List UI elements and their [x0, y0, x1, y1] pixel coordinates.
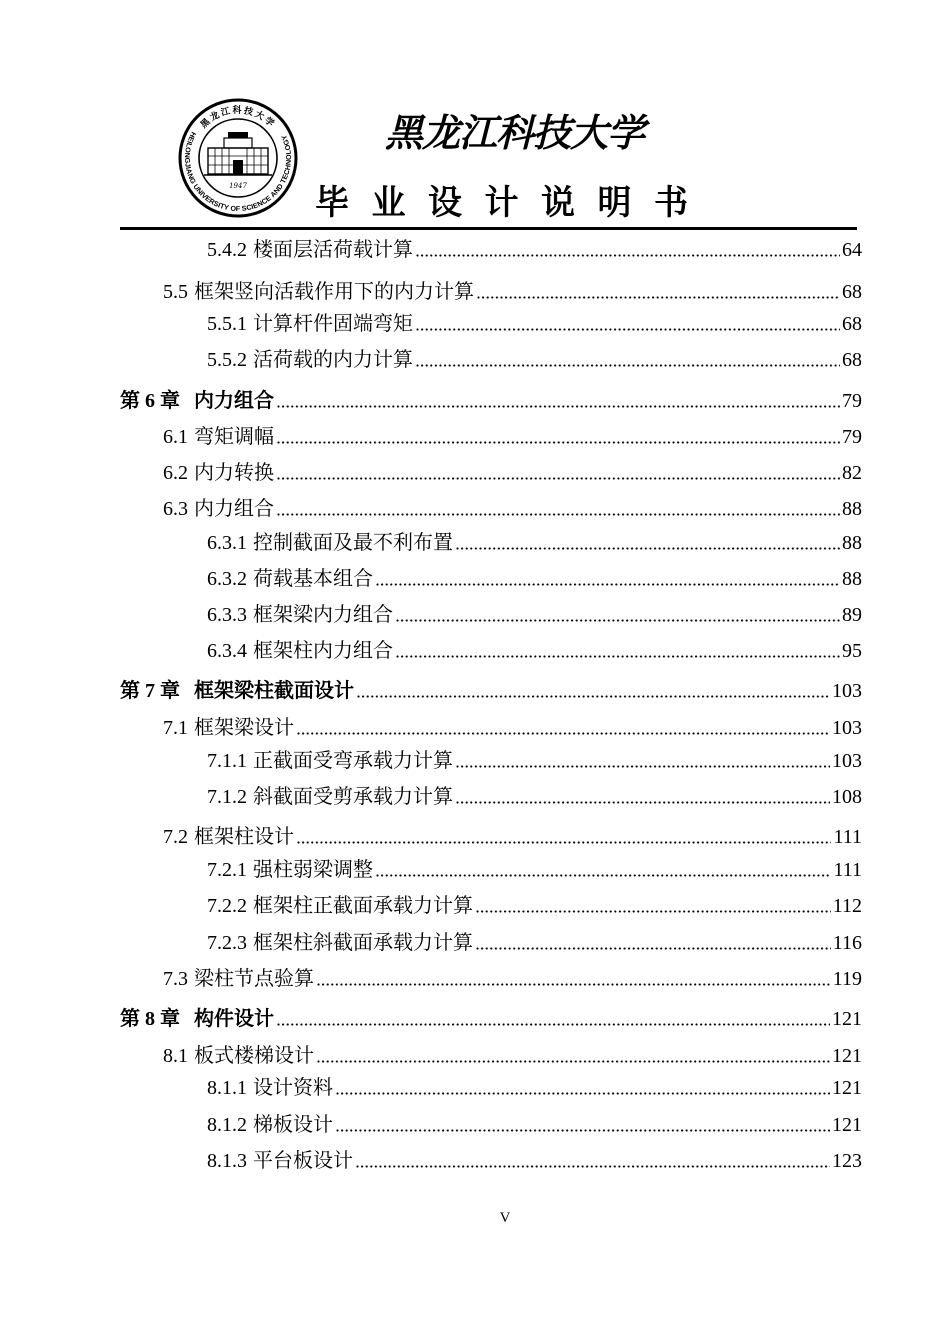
dot-leader	[476, 893, 831, 919]
toc-entry-number: 8.1.2	[207, 1114, 247, 1136]
toc-entry-page: 119	[832, 968, 862, 990]
toc-chapter-title: 内力组合	[194, 390, 274, 412]
toc-entry-page: 103	[832, 717, 862, 739]
toc-entry-number: 6.3.3	[207, 604, 247, 626]
dot-leader	[317, 1043, 830, 1069]
toc-entry-number: 7.1	[163, 717, 188, 739]
toc-entry-title: 框架梁内力组合	[253, 604, 393, 626]
toc-entry	[163, 966, 862, 992]
toc-chapter-number: 第 7 章	[120, 680, 180, 702]
toc-entry-title: 强柱弱梁调整	[253, 859, 373, 881]
dot-leader	[297, 715, 830, 741]
toc-chapter-number: 第 8 章	[120, 1008, 180, 1030]
toc-entry-title: 框架梁设计	[194, 717, 294, 739]
toc-entry	[163, 279, 862, 305]
dot-leader	[376, 857, 831, 883]
seal-top-text: 黑龙江科技大学	[199, 106, 277, 131]
dot-leader	[317, 966, 831, 992]
header-divider	[120, 227, 857, 230]
dot-leader	[277, 388, 840, 414]
dot-leader	[277, 496, 840, 522]
toc-entry-number: 7.2.3	[207, 932, 247, 954]
toc-entry-title: 框架竖向活载作用下的内力计算	[194, 281, 474, 303]
toc-entry	[163, 496, 862, 522]
toc-entry-page: 121	[832, 1114, 862, 1136]
toc-entry	[163, 460, 862, 486]
toc-entry-page: 111	[833, 859, 862, 881]
seal-ring-text: HEILONGJIANG UNIVERSITY OF SCIENCE AND TECHNOLOGY	[182, 130, 294, 214]
toc-entry-page: 68	[842, 313, 862, 335]
toc-entry	[207, 530, 862, 556]
toc-entry-title: 活荷载的内力计算	[253, 349, 413, 371]
toc-entry-page: 111	[833, 826, 862, 848]
toc-entry-title: 控制截面及最不利布置	[253, 532, 453, 554]
dot-leader	[456, 784, 830, 810]
toc-entry-number: 6.3.2	[207, 568, 247, 590]
toc-entry	[207, 311, 862, 337]
toc-entry-title: 框架柱正截面承载力计算	[253, 895, 473, 917]
dot-leader	[376, 566, 840, 592]
toc-entry-number: 6.2	[163, 462, 188, 484]
toc-entry	[207, 566, 862, 592]
toc-entry-title: 正截面受弯承载力计算	[253, 750, 453, 772]
toc-entry-number: 7.2.2	[207, 895, 247, 917]
toc-entry	[163, 424, 862, 450]
toc-entry-number: 5.5.1	[207, 313, 247, 335]
toc-entry-title: 斜截面受剪承载力计算	[253, 786, 453, 808]
dot-leader	[396, 638, 840, 664]
toc-entry-number: 8.1.3	[207, 1150, 247, 1172]
dot-leader	[336, 1075, 830, 1101]
toc-entry-number: 7.2.1	[207, 859, 247, 881]
toc-entry-page: 88	[842, 532, 862, 554]
toc-entry-title: 弯矩调幅	[194, 426, 274, 448]
toc-chapter-number: 第 6 章	[120, 390, 180, 412]
dot-leader	[277, 460, 840, 486]
dot-leader	[477, 279, 840, 305]
toc-entry-page: 68	[842, 349, 862, 371]
toc-entry-page: 64	[842, 239, 862, 261]
toc-entry	[207, 857, 862, 883]
toc-entry-title: 内力组合	[194, 498, 274, 520]
toc-entry-page: 88	[842, 498, 862, 520]
toc-entry	[207, 748, 862, 774]
university-seal-logo	[178, 98, 298, 218]
toc-entry-page: 108	[832, 786, 862, 808]
toc-chapter-entry	[120, 678, 862, 704]
footer-page-number: V	[499, 1210, 511, 1226]
toc-entry-title: 梁柱节点验算	[194, 968, 314, 990]
toc-entry-title: 板式楼梯设计	[194, 1045, 314, 1067]
toc-entry-title: 设计资料	[253, 1077, 333, 1099]
dot-leader	[297, 824, 831, 850]
toc-entry-page: 103	[832, 680, 862, 702]
document-title: 毕 业 设 计 说 明 书	[315, 185, 695, 222]
toc-entry-page: 82	[842, 462, 862, 484]
toc-entry-title: 平台板设计	[253, 1150, 353, 1172]
toc-entry	[207, 237, 862, 263]
toc-entry-number: 6.3.4	[207, 640, 247, 662]
toc-entry-page: 79	[842, 426, 862, 448]
dot-leader	[356, 1148, 830, 1174]
toc-entry-page: 88	[842, 568, 862, 590]
toc-chapter-entry	[120, 388, 862, 414]
toc-chapter-title: 构件设计	[194, 1008, 274, 1030]
toc-entry-title: 计算杆件固端弯矩	[253, 313, 413, 335]
toc-chapter-entry	[120, 1006, 862, 1032]
dot-leader	[456, 530, 840, 556]
toc-entry	[207, 602, 862, 628]
toc-entry-page: 68	[842, 281, 862, 303]
toc-entry-page: 121	[832, 1045, 862, 1067]
dot-leader	[336, 1112, 830, 1138]
toc-entry	[163, 1043, 862, 1069]
toc-entry	[207, 638, 862, 664]
toc-entry-number: 6.1	[163, 426, 188, 448]
dot-leader	[416, 311, 840, 337]
dot-leader	[416, 347, 840, 373]
dot-leader	[277, 424, 840, 450]
toc-entry	[163, 715, 862, 741]
toc-entry-page: 89	[842, 604, 862, 626]
toc-entry-page: 121	[832, 1008, 862, 1030]
toc-entry-title: 框架柱设计	[194, 826, 294, 848]
toc-entry-number: 5.5.2	[207, 349, 247, 371]
toc-entry-number: 5.4.2	[207, 239, 247, 261]
toc-entry	[207, 930, 862, 956]
toc-entry-title: 框架柱斜截面承载力计算	[253, 932, 473, 954]
toc-entry-title: 荷载基本组合	[253, 568, 373, 590]
toc-entry-title: 梯板设计	[253, 1114, 333, 1136]
toc-entry	[163, 824, 862, 850]
seal-outer-ring	[180, 100, 296, 216]
school-name-calligraphy: 黑龙江科技大学	[385, 113, 645, 155]
dot-leader	[396, 602, 840, 628]
toc-entry-number: 7.1.1	[207, 750, 247, 772]
toc-entry-page: 116	[832, 932, 862, 954]
toc-entry-number: 7.3	[163, 968, 188, 990]
toc-entry-title: 楼面层活荷载计算	[253, 239, 413, 261]
toc-entry-page: 123	[832, 1150, 862, 1172]
toc-entry	[207, 893, 862, 919]
toc-entry	[207, 1075, 862, 1101]
toc-entry-page: 79	[842, 390, 862, 412]
toc-entry	[207, 784, 862, 810]
dot-leader	[476, 930, 831, 956]
toc-entry-number: 6.3	[163, 498, 188, 520]
toc-entry-number: 8.1.1	[207, 1077, 247, 1099]
dot-leader	[277, 1006, 830, 1032]
toc-entry	[207, 1112, 862, 1138]
toc-entry-page: 95	[842, 640, 862, 662]
dot-leader	[357, 678, 830, 704]
toc-entry-title: 内力转换	[194, 462, 274, 484]
toc-entry-number: 5.5	[163, 281, 188, 303]
dot-leader	[456, 748, 830, 774]
toc-chapter-title: 框架梁柱截面设计	[194, 680, 354, 702]
seal-year: 1947	[229, 182, 247, 190]
toc-entry-number: 6.3.1	[207, 532, 247, 554]
toc-entry-title: 框架柱内力组合	[253, 640, 393, 662]
toc-entry-number: 7.2	[163, 826, 188, 848]
toc-entry-page: 121	[832, 1077, 862, 1099]
toc-entry	[207, 1148, 862, 1174]
toc-entry-number: 7.1.2	[207, 786, 247, 808]
toc-entry	[207, 347, 862, 373]
dot-leader	[416, 237, 840, 263]
toc-entry-page: 112	[832, 895, 862, 917]
toc-entry-page: 103	[832, 750, 862, 772]
toc-entry-number: 8.1	[163, 1045, 188, 1067]
